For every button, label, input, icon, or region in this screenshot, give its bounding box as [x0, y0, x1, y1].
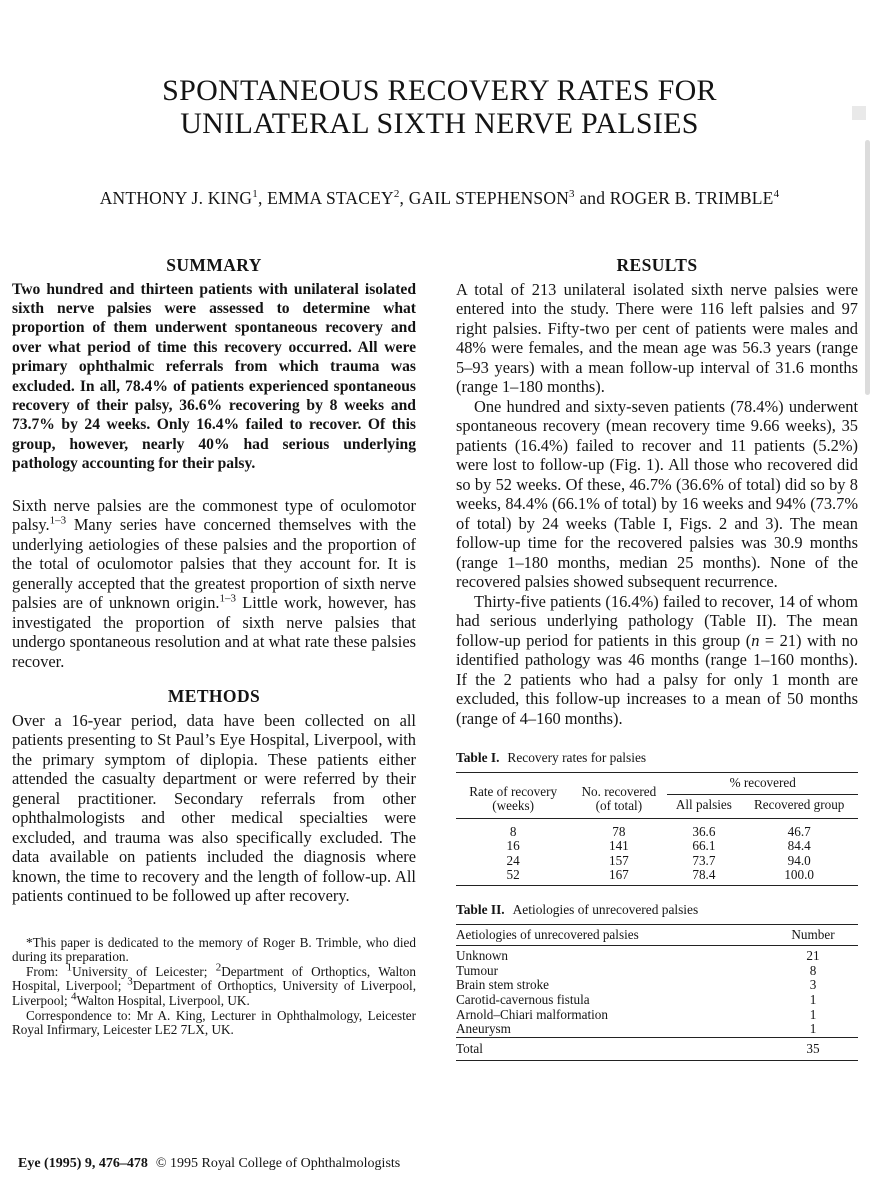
table2-total-value: 35 — [768, 1037, 858, 1061]
table1-caption-text: Recovery rates for palsies — [507, 750, 647, 765]
results-p3-part-b: = 21) with no identified pathology was 46 months (range 1–160 months). If the 2 patients who had a palsy for only 1 month are excluded, this follow-up increases to a mean of 50 months (range of 4–160 months). — [456, 630, 859, 728]
table2-aetiology-cell: Tumour — [456, 962, 499, 978]
results-p3-n: n — [751, 630, 760, 650]
results-p3-part-a: Thirty-five patients (16.4%) failed to recover, 14 of whom had serious underlying pathology (Table II). The mean follow-up period for patients in this group ( — [456, 591, 858, 650]
table1-cell: 141 — [608, 838, 629, 854]
copyright-text: © 1995 Royal College of Ophthalmologists — [155, 1156, 401, 1171]
table1-header-rate — [456, 772, 570, 818]
title-line-1: SPONTANEOUS RECOVERY RATES FOR — [162, 74, 717, 107]
table2-row — [456, 993, 858, 1008]
footnote-correspondence: Correspondence to: Mr A. King, Lecturer in Ophthalmology, Leicester Royal Infirmary, Leicester LE2 7LX, UK. — [12, 1007, 416, 1038]
results-paragraph-1: A total of 213 unilateral isolated sixth nerve palsies were entered into the study. There were 116 left palsies and 97 right palsies. Fifty-two per cent of patients were males and 48% were females, and the mean age was 56.3 years (range 5–93 years) with a mean follow-up interval of 31.6 months (range 1–180 months). — [456, 279, 858, 396]
table1-body — [456, 818, 858, 885]
table1-cell: 8 — [509, 823, 517, 839]
table1-cell: 78 — [612, 823, 626, 839]
table1-cell: 78.4 — [692, 867, 716, 883]
author-affiliation-marker: 1 — [252, 188, 258, 201]
table2-number-cell: 21 — [806, 948, 820, 964]
methods-text: Over a 16-year period, data have been collected on all patients presenting to St Paul’s Eye Hospital, Liverpool, with the primary symptom of diplopia. These patients either attended the casualty department or were referred by their general practitioner. Secondary referrals from other ophthalmologists and other medical specialties were excluded, and trauma was also specifically excluded. The data available on patients included the diagnosis where known, the time to recovery and the length of follow-up. All patients continued to be followed up after recovery. — [12, 710, 416, 906]
summary-text: Two hundred and thirteen patients with unilateral isolated sixth nerve palsies were assessed to determine what proportion of them underwent spontaneous recovery and over what period of time this recovery occurred. All were primary ophthalmic referrals from which trauma was excluded. In all, 78.4% of patients experienced spontaneous recovery of their palsy, 36.6% recovering by 8 weeks and 73.7% by 24 weeks. Only 16.4% failed to recover. Of this group, however, nearly 40% had serious underlying pathology accounting for their palsy. — [12, 280, 416, 473]
affiliation-marker: 3 — [127, 975, 133, 988]
affiliation-text: University of Leicester; — [72, 963, 216, 979]
table1-cell: 73.7 — [692, 852, 716, 868]
intro-paragraph — [12, 496, 416, 672]
intro-citation-2: 1–3 — [219, 592, 237, 605]
corner-marker-icon — [852, 106, 866, 120]
author-affiliation-marker: 2 — [393, 188, 400, 201]
author-name: ANTHONY J. KING — [99, 188, 253, 208]
affiliation-text: Department of Orthoptics, Walton Hospital, Liverpool; — [12, 963, 416, 994]
journal-citation: Eye (1995) 9, 476–478 — [18, 1156, 148, 1171]
table1 — [456, 772, 858, 887]
citation-line — [18, 1156, 400, 1172]
intro-citation-1: 1–3 — [49, 514, 67, 527]
table2-row — [456, 946, 858, 964]
table2-number-cell: 1 — [809, 991, 817, 1007]
table2-total-label: Total — [456, 1037, 768, 1061]
table2-total-row — [456, 1037, 858, 1061]
author-name: GAIL STEPHENSON — [408, 188, 570, 208]
intro-part-1: Sixth nerve palsies are the commonest type of oculomotor palsy. — [12, 495, 416, 535]
affiliation-from-label: From: — [26, 963, 67, 979]
table1-cell: 24 — [506, 852, 520, 868]
author-name: EMMA STACEY — [267, 188, 394, 208]
table2-label: Table II. — [456, 902, 505, 918]
table1-caption — [456, 748, 858, 768]
title-line-2: UNILATERAL SIXTH NERVE PALSIES — [180, 107, 699, 140]
footnote-dedication: *This paper is dedicated to the memory of Roger B. Trimble, who died during its preparation. — [12, 934, 416, 965]
table2-header-number: Number — [768, 924, 858, 946]
table2-number-cell: 3 — [809, 977, 817, 993]
table2-row — [456, 964, 858, 979]
table1-cell: 52 — [506, 867, 520, 883]
table1-cell: 84.4 — [787, 838, 811, 854]
table1-cell: 46.7 — [787, 823, 811, 839]
table1-cell: 66.1 — [692, 838, 716, 854]
table1-cell: 100.0 — [784, 867, 814, 883]
table2 — [456, 924, 858, 1062]
table1-cell: 36.6 — [692, 823, 716, 839]
affiliation-text: Department of Orthoptics, University of Liverpool, Liverpool; — [12, 978, 416, 1008]
table2-number-cell: 1 — [809, 1021, 817, 1037]
table2-row — [456, 1022, 858, 1037]
summary-heading: SUMMARY — [166, 255, 262, 275]
results-paragraph-2: One hundred and sixty-seven patients (78.4%) underwent spontaneous recovery (mean recovery time 9.66 weeks), 35 patients (16.4%) failed to recover and 11 patients (5.2%) were lost to follow-up (Fig. 1). All those who recovered did so by 52 weeks. Of these, 46.7% (36.6% of total) did so by 8 weeks, 84.4% (66.1% of total) by 16 weeks and 94% (73.7% of total) by 24 weeks (Table I, Figs. 2 and 3). The mean follow-up time for the recovered palsies was 30.9 months (range 1–180 months, median 25 months). None of the recovered palsies showed subsequent recurrence. — [456, 396, 858, 591]
intro-part-2: Many series have concerned themselves with the underlying aetiologies of these palsies and the proportion of the total of oculomotor palsies that they account for. It is generally accepted that the greatest proportion of sixth nerve palsies are of unknown origin. — [12, 515, 416, 613]
footnote-affiliations — [12, 961, 416, 1009]
table2-aetiology-cell: Arnold–Chiari malformation — [456, 1006, 608, 1022]
table1-label: Table I. — [456, 750, 500, 765]
table2-aetiology-cell: Carotid-cavernous fistula — [456, 991, 590, 1007]
table1-row — [456, 839, 858, 854]
table1-row — [456, 868, 858, 885]
table2-number-cell: 8 — [809, 962, 817, 978]
table1-header-recovered-line2: (of total) — [595, 798, 643, 814]
table2-aetiology-cell: Unknown — [456, 948, 509, 964]
scrollbar[interactable] — [865, 140, 870, 395]
table1-header-rate-line1: Rate of recovery — [469, 783, 558, 799]
footnote — [12, 936, 416, 1038]
table1-header-recovered — [570, 772, 667, 818]
intro-part-3: Little work, however, has investigated the proportion of sixth nerve palsies that undergo spontaneous resolution and at what rate these palsies recover. — [12, 593, 416, 671]
table2-number-cell: 1 — [809, 1006, 817, 1022]
table1-header-rate-line2: (weeks) — [492, 798, 535, 814]
author-separator: , — [257, 188, 268, 208]
affiliation-marker: 1 — [66, 961, 73, 974]
table2-row — [456, 978, 858, 993]
table1-row — [456, 818, 858, 839]
table1-cell: 157 — [608, 852, 629, 868]
author-list — [0, 188, 879, 209]
table1-cell: 16 — [506, 838, 520, 854]
table2-caption-text: Aetiologies of unrecovered palsies — [512, 902, 699, 918]
table1-row — [456, 854, 858, 869]
table2-header-aetiology: Aetiologies of unrecovered palsies — [456, 924, 768, 946]
table2-aetiology-cell: Brain stem stroke — [456, 977, 550, 993]
table2-body — [456, 946, 858, 1038]
author-affiliation-marker: 3 — [569, 188, 575, 201]
table1-cell: 94.0 — [787, 852, 811, 868]
methods-heading: METHODS — [167, 686, 261, 707]
affiliation-marker: 4 — [70, 990, 77, 1003]
article-title — [0, 74, 879, 140]
author-separator: and — [574, 188, 610, 208]
table1-header-percent-group: % recovered — [667, 772, 858, 794]
author-separator: , — [399, 188, 409, 208]
table1-cell: 167 — [608, 867, 629, 883]
table2-caption — [456, 900, 858, 920]
table1-header-all-palsies: All palsies — [667, 794, 740, 818]
author-affiliation-marker: 4 — [773, 188, 780, 201]
table1-header-recovered-group: Recovered group — [740, 794, 858, 818]
table1-header-recovered-line1: No. recovered — [581, 783, 657, 799]
affiliation-text: Walton Hospital, Liverpool, UK. — [76, 992, 250, 1008]
left-column — [12, 256, 416, 1038]
results-paragraph-3 — [456, 592, 858, 729]
affiliation-marker: 2 — [215, 961, 222, 974]
author-name: ROGER B. TRIMBLE — [609, 188, 774, 208]
table2-row — [456, 1008, 858, 1023]
results-heading: RESULTS — [616, 255, 698, 275]
table2-aetiology-cell: Aneurysm — [456, 1021, 511, 1037]
right-column — [456, 256, 858, 1061]
